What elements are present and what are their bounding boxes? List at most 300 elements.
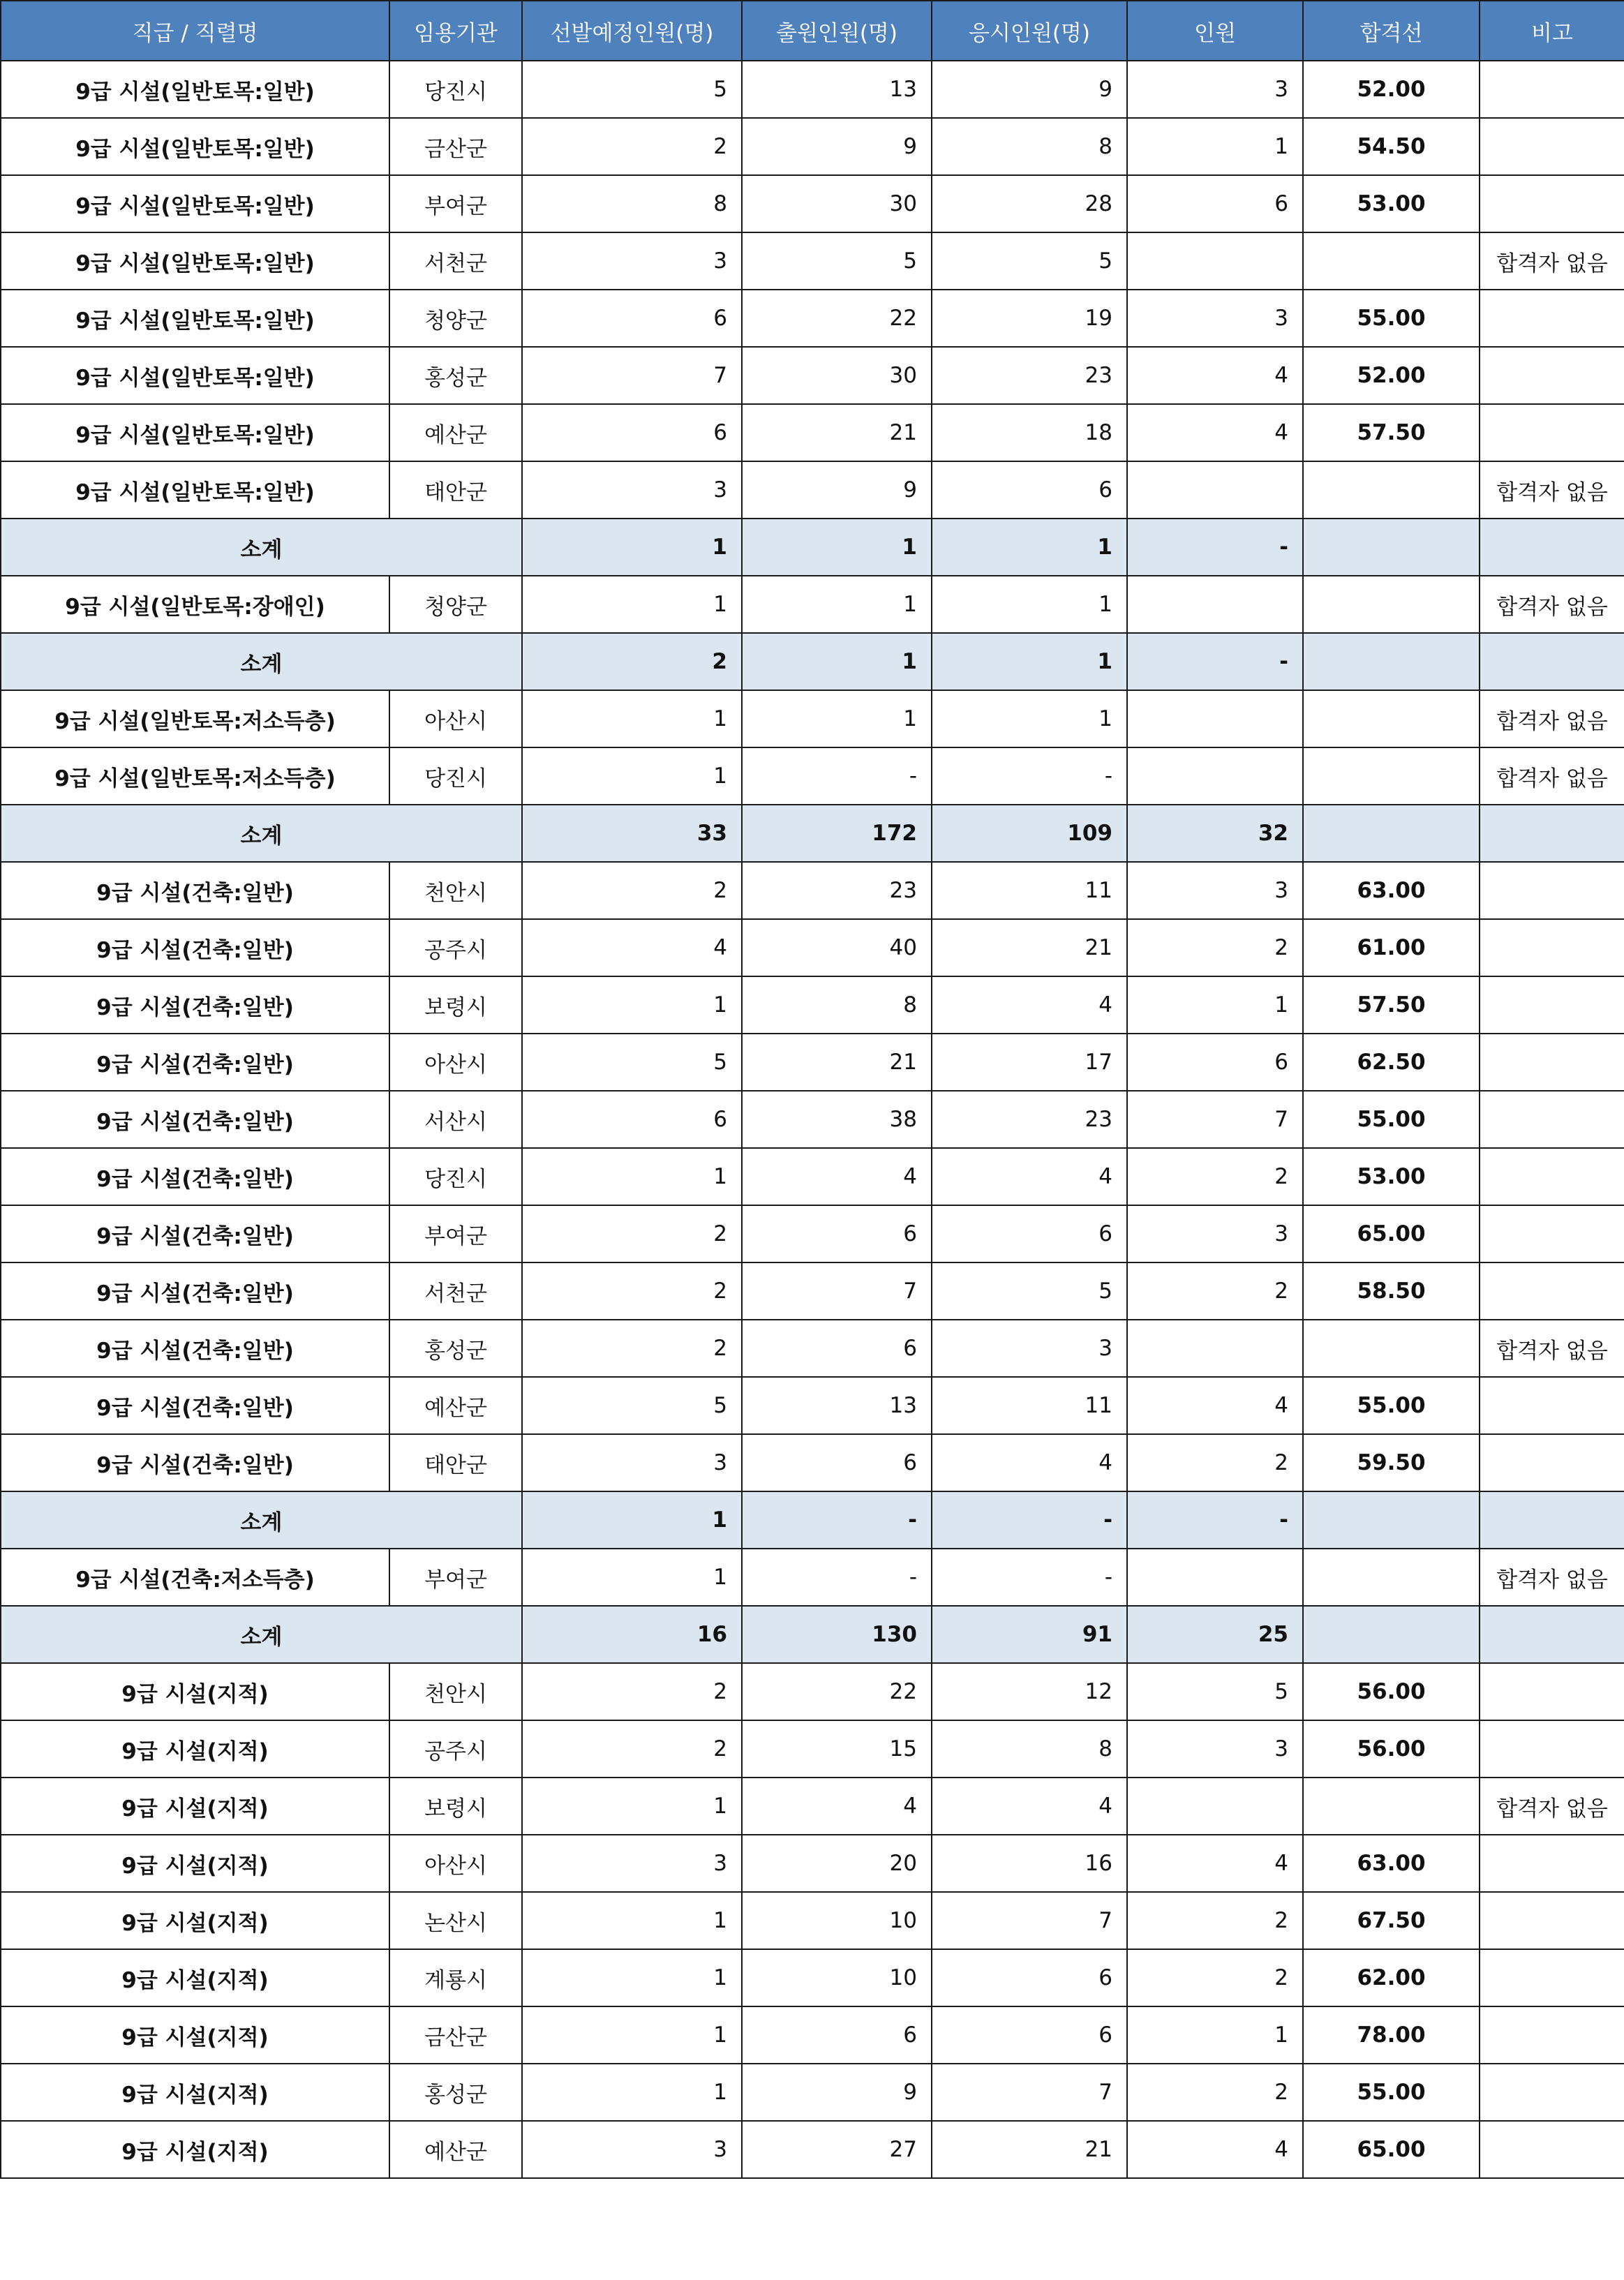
applied-cell: 1 — [742, 690, 932, 747]
cutoff-cell: 78.00 — [1303, 2006, 1480, 2064]
cutoff-cell: 62.00 — [1303, 1949, 1480, 2006]
examined-cell: 7 — [932, 1892, 1127, 1949]
passed-cell: - — [1127, 1491, 1303, 1549]
cutoff-cell: 65.00 — [1303, 2121, 1480, 2178]
position-cell: 9급 시설(지적) — [1, 2121, 389, 2178]
agency-cell: 천안시 — [389, 862, 522, 919]
note-cell — [1480, 1663, 1624, 1720]
passed-cell: 4 — [1127, 2121, 1303, 2178]
subtotal-label: 소계 — [1, 805, 522, 862]
position-cell: 9급 시설(건축:일반) — [1, 1377, 389, 1434]
cutoff-cell — [1303, 1606, 1480, 1663]
planned-cell: 5 — [522, 1034, 742, 1091]
passed-cell: 3 — [1127, 1205, 1303, 1262]
position-cell: 9급 시설(일반토목:저소득층) — [1, 690, 389, 747]
cutoff-cell: 63.00 — [1303, 862, 1480, 919]
header-cutoff: 합격선 — [1303, 1, 1480, 61]
applied-cell: 6 — [742, 1205, 932, 1262]
note-cell — [1480, 290, 1624, 347]
agency-cell: 서천군 — [389, 1262, 522, 1320]
position-cell: 9급 시설(건축:일반) — [1, 1091, 389, 1148]
planned-cell: 2 — [522, 862, 742, 919]
passed-cell: 5 — [1127, 1663, 1303, 1720]
table-row — [1, 1663, 1624, 1720]
planned-cell: 2 — [522, 118, 742, 175]
applied-cell: 9 — [742, 2064, 932, 2121]
table-row — [1, 1148, 1624, 1205]
planned-cell: 6 — [522, 1091, 742, 1148]
applied-cell: 40 — [742, 919, 932, 976]
header-row — [1, 1, 1624, 61]
table-row — [1, 2006, 1624, 2064]
cutoff-cell: 63.00 — [1303, 1835, 1480, 1892]
cutoff-cell — [1303, 576, 1480, 633]
note-cell — [1480, 1606, 1624, 1663]
passed-cell: 1 — [1127, 118, 1303, 175]
header-applied: 출원인원(명) — [742, 1, 932, 61]
applied-cell: 130 — [742, 1606, 932, 1663]
position-cell: 9급 시설(건축:일반) — [1, 1320, 389, 1377]
note-cell — [1480, 1262, 1624, 1320]
note-cell: 합격자 없음 — [1480, 1549, 1624, 1606]
note-cell — [1480, 118, 1624, 175]
agency-cell: 당진시 — [389, 1148, 522, 1205]
position-cell: 9급 시설(일반토목:일반) — [1, 461, 389, 519]
planned-cell: 16 — [522, 1606, 742, 1663]
note-cell — [1480, 1434, 1624, 1491]
examined-cell: 1 — [932, 633, 1127, 690]
planned-cell: 1 — [522, 519, 742, 576]
planned-cell: 3 — [522, 232, 742, 290]
planned-cell: 2 — [522, 1205, 742, 1262]
examined-cell: 11 — [932, 1377, 1127, 1434]
table-row — [1, 1091, 1624, 1148]
cutoff-cell: 57.50 — [1303, 976, 1480, 1034]
position-cell: 9급 시설(건축:저소득층) — [1, 1549, 389, 1606]
note-cell: 합격자 없음 — [1480, 461, 1624, 519]
cutoff-cell: 61.00 — [1303, 919, 1480, 976]
planned-cell: 1 — [522, 1778, 742, 1835]
position-cell: 9급 시설(일반토목:일반) — [1, 118, 389, 175]
examined-cell: 21 — [932, 919, 1127, 976]
note-cell — [1480, 2121, 1624, 2178]
table-row — [1, 919, 1624, 976]
agency-cell: 논산시 — [389, 1892, 522, 1949]
applied-cell: 21 — [742, 1034, 932, 1091]
planned-cell: 8 — [522, 175, 742, 232]
cutoff-cell: 67.50 — [1303, 1892, 1480, 1949]
agency-cell: 당진시 — [389, 61, 522, 118]
agency-cell: 부여군 — [389, 1205, 522, 1262]
table-row — [1, 347, 1624, 404]
planned-cell: 1 — [522, 1148, 742, 1205]
note-cell — [1480, 1091, 1624, 1148]
agency-cell: 공주시 — [389, 919, 522, 976]
table-row — [1, 976, 1624, 1034]
examined-cell: 4 — [932, 1148, 1127, 1205]
examined-cell: 12 — [932, 1663, 1127, 1720]
applied-cell: 38 — [742, 1091, 932, 1148]
note-cell — [1480, 2064, 1624, 2121]
cutoff-cell: 58.50 — [1303, 1262, 1480, 1320]
examined-cell: 18 — [932, 404, 1127, 461]
examined-cell: 11 — [932, 862, 1127, 919]
planned-cell: 5 — [522, 61, 742, 118]
applied-cell: - — [742, 1549, 932, 1606]
agency-cell: 보령시 — [389, 1778, 522, 1835]
planned-cell: 1 — [522, 1549, 742, 1606]
note-cell — [1480, 347, 1624, 404]
agency-cell: 부여군 — [389, 1549, 522, 1606]
examined-cell: 23 — [932, 347, 1127, 404]
passed-cell: 3 — [1127, 290, 1303, 347]
cutoff-cell — [1303, 805, 1480, 862]
note-cell — [1480, 1377, 1624, 1434]
agency-cell: 예산군 — [389, 1377, 522, 1434]
note-cell — [1480, 2006, 1624, 2064]
agency-cell: 예산군 — [389, 2121, 522, 2178]
cutoff-cell: 56.00 — [1303, 1663, 1480, 1720]
subtotal-row — [1, 519, 1624, 576]
note-cell — [1480, 1835, 1624, 1892]
passed-cell: 2 — [1127, 2064, 1303, 2121]
position-cell: 9급 시설(일반토목:일반) — [1, 347, 389, 404]
position-cell: 9급 시설(건축:일반) — [1, 919, 389, 976]
applied-cell: 10 — [742, 1949, 932, 2006]
table-row — [1, 2064, 1624, 2121]
position-cell: 9급 시설(일반토목:일반) — [1, 175, 389, 232]
planned-cell: 4 — [522, 919, 742, 976]
agency-cell: 태안군 — [389, 461, 522, 519]
agency-cell: 서산시 — [389, 1091, 522, 1148]
cutoff-cell: 54.50 — [1303, 118, 1480, 175]
applied-cell: 6 — [742, 1434, 932, 1491]
planned-cell: 1 — [522, 2006, 742, 2064]
planned-cell: 1 — [522, 1949, 742, 2006]
passed-cell: 1 — [1127, 976, 1303, 1034]
agency-cell: 계룡시 — [389, 1949, 522, 2006]
applied-cell: 4 — [742, 1148, 932, 1205]
examined-cell: 19 — [932, 290, 1127, 347]
applied-cell: 9 — [742, 461, 932, 519]
examined-cell: 16 — [932, 1835, 1127, 1892]
agency-cell: 당진시 — [389, 747, 522, 805]
passed-cell — [1127, 1320, 1303, 1377]
cutoff-cell — [1303, 1549, 1480, 1606]
agency-cell: 홍성군 — [389, 347, 522, 404]
planned-cell: 7 — [522, 347, 742, 404]
cutoff-cell: 52.00 — [1303, 347, 1480, 404]
note-cell — [1480, 175, 1624, 232]
planned-cell: 1 — [522, 2064, 742, 2121]
table-row — [1, 576, 1624, 633]
agency-cell: 아산시 — [389, 1835, 522, 1892]
passed-cell: 6 — [1127, 1034, 1303, 1091]
applied-cell: - — [742, 747, 932, 805]
table-row — [1, 404, 1624, 461]
table-body — [1, 61, 1624, 2178]
passed-cell: 7 — [1127, 1091, 1303, 1148]
table-row — [1, 690, 1624, 747]
note-cell — [1480, 633, 1624, 690]
agency-cell: 천안시 — [389, 1663, 522, 1720]
passed-cell: 2 — [1127, 1892, 1303, 1949]
planned-cell: 3 — [522, 461, 742, 519]
table-header — [1, 1, 1624, 61]
passed-cell: 3 — [1127, 61, 1303, 118]
position-cell: 9급 시설(일반토목:일반) — [1, 232, 389, 290]
planned-cell: 3 — [522, 1835, 742, 1892]
table-row — [1, 1778, 1624, 1835]
examined-cell: 5 — [932, 1262, 1127, 1320]
cutoff-cell: 52.00 — [1303, 61, 1480, 118]
agency-cell: 서천군 — [389, 232, 522, 290]
examined-cell: 21 — [932, 2121, 1127, 2178]
position-cell: 9급 시설(지적) — [1, 2006, 389, 2064]
note-cell — [1480, 1720, 1624, 1778]
planned-cell: 1 — [522, 747, 742, 805]
table-row — [1, 175, 1624, 232]
header-examined: 응시인원(명) — [932, 1, 1127, 61]
passed-cell: - — [1127, 633, 1303, 690]
examined-cell: 4 — [932, 1778, 1127, 1835]
position-cell: 9급 시설(건축:일반) — [1, 976, 389, 1034]
applied-cell: 6 — [742, 2006, 932, 2064]
examined-cell: 6 — [932, 1205, 1127, 1262]
examined-cell: 8 — [932, 118, 1127, 175]
agency-cell: 아산시 — [389, 690, 522, 747]
note-cell — [1480, 519, 1624, 576]
table-row — [1, 290, 1624, 347]
header-planned: 선발예정인원(명) — [522, 1, 742, 61]
passed-cell — [1127, 1778, 1303, 1835]
passed-cell — [1127, 232, 1303, 290]
agency-cell: 홍성군 — [389, 1320, 522, 1377]
note-cell: 합격자 없음 — [1480, 690, 1624, 747]
cutoff-cell: 57.50 — [1303, 404, 1480, 461]
examined-cell: 8 — [932, 1720, 1127, 1778]
note-cell: 합격자 없음 — [1480, 232, 1624, 290]
passed-cell: 2 — [1127, 1949, 1303, 2006]
planned-cell: 3 — [522, 2121, 742, 2178]
header-note: 비고 — [1480, 1, 1624, 61]
planned-cell: 1 — [522, 976, 742, 1034]
cutoff-cell: 56.00 — [1303, 1720, 1480, 1778]
applied-cell: 4 — [742, 1778, 932, 1835]
position-cell: 9급 시설(건축:일반) — [1, 1434, 389, 1491]
planned-cell: 1 — [522, 690, 742, 747]
table-row — [1, 2121, 1624, 2178]
examined-cell: 7 — [932, 2064, 1127, 2121]
applied-cell: 1 — [742, 633, 932, 690]
note-cell — [1480, 1034, 1624, 1091]
passed-cell: 4 — [1127, 1835, 1303, 1892]
subtotal-label: 소계 — [1, 1606, 522, 1663]
table-row — [1, 1034, 1624, 1091]
note-cell — [1480, 805, 1624, 862]
table-row — [1, 1949, 1624, 2006]
passed-cell: - — [1127, 519, 1303, 576]
planned-cell: 1 — [522, 576, 742, 633]
note-cell — [1480, 919, 1624, 976]
passed-cell — [1127, 1549, 1303, 1606]
agency-cell: 금산군 — [389, 2006, 522, 2064]
examined-cell: 6 — [932, 461, 1127, 519]
table-row — [1, 862, 1624, 919]
passed-cell: 4 — [1127, 404, 1303, 461]
examined-cell: 1 — [932, 519, 1127, 576]
agency-cell: 아산시 — [389, 1034, 522, 1091]
position-cell: 9급 시설(건축:일반) — [1, 1148, 389, 1205]
passed-cell: 4 — [1127, 347, 1303, 404]
passed-cell: 32 — [1127, 805, 1303, 862]
position-cell: 9급 시설(건축:일반) — [1, 1034, 389, 1091]
position-cell: 9급 시설(지적) — [1, 1835, 389, 1892]
note-cell — [1480, 1491, 1624, 1549]
cutoff-cell — [1303, 519, 1480, 576]
passed-cell: 4 — [1127, 1377, 1303, 1434]
agency-cell: 홍성군 — [389, 2064, 522, 2121]
note-cell — [1480, 1949, 1624, 2006]
planned-cell: 5 — [522, 1377, 742, 1434]
subtotal-label: 소계 — [1, 1491, 522, 1549]
table-row — [1, 1434, 1624, 1491]
agency-cell: 예산군 — [389, 404, 522, 461]
table-row — [1, 1892, 1624, 1949]
subtotal-row — [1, 805, 1624, 862]
applied-cell: 1 — [742, 519, 932, 576]
note-cell — [1480, 1892, 1624, 1949]
position-cell: 9급 시설(일반토목:장애인) — [1, 576, 389, 633]
passed-cell: 2 — [1127, 1148, 1303, 1205]
examined-cell: 3 — [932, 1320, 1127, 1377]
passed-cell — [1127, 690, 1303, 747]
note-cell — [1480, 1205, 1624, 1262]
applied-cell: 23 — [742, 862, 932, 919]
applied-cell: 1 — [742, 576, 932, 633]
note-cell: 합격자 없음 — [1480, 747, 1624, 805]
agency-cell: 보령시 — [389, 976, 522, 1034]
applied-cell: 10 — [742, 1892, 932, 1949]
planned-cell: 6 — [522, 290, 742, 347]
applied-cell: - — [742, 1491, 932, 1549]
position-cell: 9급 시설(일반토목:저소득층) — [1, 747, 389, 805]
passed-cell: 25 — [1127, 1606, 1303, 1663]
position-cell: 9급 시설(일반토목:일반) — [1, 404, 389, 461]
table-row — [1, 61, 1624, 118]
note-cell — [1480, 862, 1624, 919]
cutoff-cell: 55.00 — [1303, 1091, 1480, 1148]
planned-cell: 2 — [522, 1663, 742, 1720]
position-cell: 9급 시설(건축:일반) — [1, 1205, 389, 1262]
header-position: 직급 / 직렬명 — [1, 1, 389, 61]
passed-cell: 2 — [1127, 1434, 1303, 1491]
note-cell — [1480, 404, 1624, 461]
passed-cell: 6 — [1127, 175, 1303, 232]
passed-cell: 1 — [1127, 2006, 1303, 2064]
cutoff-cell — [1303, 232, 1480, 290]
position-cell: 9급 시설(지적) — [1, 1949, 389, 2006]
header-passed: 인원 — [1127, 1, 1303, 61]
table-row — [1, 1205, 1624, 1262]
table-row — [1, 1320, 1624, 1377]
cutoff-cell: 55.00 — [1303, 2064, 1480, 2121]
table-row — [1, 1549, 1624, 1606]
applied-cell: 20 — [742, 1835, 932, 1892]
applied-cell: 22 — [742, 1663, 932, 1720]
examined-cell: 1 — [932, 690, 1127, 747]
applied-cell: 172 — [742, 805, 932, 862]
planned-cell: 3 — [522, 1434, 742, 1491]
position-cell: 9급 시설(일반토목:일반) — [1, 61, 389, 118]
examined-cell: - — [932, 1491, 1127, 1549]
examined-cell: 17 — [932, 1034, 1127, 1091]
position-cell: 9급 시설(일반토목:일반) — [1, 290, 389, 347]
passed-cell: 3 — [1127, 862, 1303, 919]
applied-cell: 5 — [742, 232, 932, 290]
cutoff-cell — [1303, 633, 1480, 690]
passed-cell: 2 — [1127, 919, 1303, 976]
subtotal-row — [1, 1491, 1624, 1549]
cutoff-cell — [1303, 461, 1480, 519]
note-cell: 합격자 없음 — [1480, 1320, 1624, 1377]
table-row — [1, 1377, 1624, 1434]
table-row — [1, 461, 1624, 519]
position-cell: 9급 시설(지적) — [1, 2064, 389, 2121]
agency-cell: 청양군 — [389, 290, 522, 347]
examined-cell: 4 — [932, 1434, 1127, 1491]
applied-cell: 21 — [742, 404, 932, 461]
cutoff-cell: 65.00 — [1303, 1205, 1480, 1262]
applied-cell: 22 — [742, 290, 932, 347]
agency-cell: 태안군 — [389, 1434, 522, 1491]
applied-cell: 7 — [742, 1262, 932, 1320]
position-cell: 9급 시설(건축:일반) — [1, 862, 389, 919]
cutoff-cell: 55.00 — [1303, 290, 1480, 347]
planned-cell: 1 — [522, 1491, 742, 1549]
passed-cell — [1127, 576, 1303, 633]
applied-cell: 9 — [742, 118, 932, 175]
planned-cell: 6 — [522, 404, 742, 461]
applied-cell: 15 — [742, 1720, 932, 1778]
position-cell: 9급 시설(건축:일반) — [1, 1262, 389, 1320]
passed-cell: 2 — [1127, 1262, 1303, 1320]
cutoff-cell: 62.50 — [1303, 1034, 1480, 1091]
position-cell: 9급 시설(지적) — [1, 1720, 389, 1778]
subtotal-row — [1, 1606, 1624, 1663]
cutoff-cell — [1303, 690, 1480, 747]
cutoff-cell: 53.00 — [1303, 175, 1480, 232]
cutoff-cell — [1303, 1778, 1480, 1835]
examined-cell: 91 — [932, 1606, 1127, 1663]
table-row — [1, 1835, 1624, 1892]
examined-cell: 6 — [932, 1949, 1127, 2006]
note-cell: 합격자 없음 — [1480, 1778, 1624, 1835]
applied-cell: 13 — [742, 61, 932, 118]
note-cell — [1480, 1148, 1624, 1205]
planned-cell: 2 — [522, 1320, 742, 1377]
examined-cell: 5 — [932, 232, 1127, 290]
note-cell — [1480, 976, 1624, 1034]
table-row — [1, 747, 1624, 805]
agency-cell: 공주시 — [389, 1720, 522, 1778]
planned-cell: 2 — [522, 1262, 742, 1320]
table-row — [1, 118, 1624, 175]
cutoff-cell: 53.00 — [1303, 1148, 1480, 1205]
planned-cell: 2 — [522, 1720, 742, 1778]
passed-cell: 3 — [1127, 1720, 1303, 1778]
planned-cell: 33 — [522, 805, 742, 862]
